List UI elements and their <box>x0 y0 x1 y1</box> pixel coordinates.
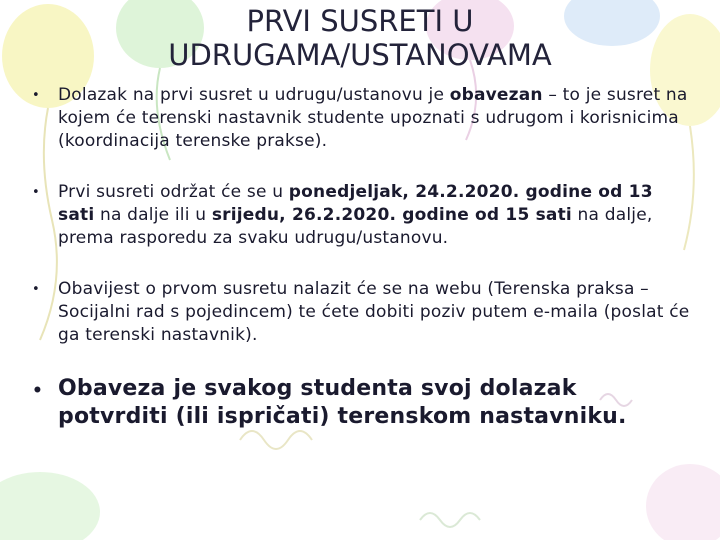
bullet1-text-2: – to je susret na kojem će terenski nastavnik studente upoznati s udrugom i korisnicima (koordinacija terenske prakse). <box>58 85 688 151</box>
bullet3-text: Obavijest o prvom susretu nalazit će se na webu (Terenska praksa – Socijalni rad s pojedincem) te ćete dobiti poziv putem e-maila (poslat će ga terenski nastavnik). <box>58 279 690 345</box>
bullet2-text-2: na dalje ili u <box>94 205 212 225</box>
bullet-dot: • <box>32 185 40 200</box>
bullet-item-obligation <box>30 375 690 431</box>
slide-title-line1: PRVI SUSRETI U <box>246 4 474 38</box>
bullet-dot: • <box>32 282 40 297</box>
bullet2-bold-monday: ponedjeljak, 24.2.2020. godine od 13 sati <box>58 182 653 225</box>
bullet1-bold-obavezan: obavezan <box>449 85 543 105</box>
balloon-bottom-right-pink <box>646 464 720 540</box>
slide-title <box>100 4 620 72</box>
bullet-dot: • <box>32 381 44 401</box>
bullet-item-first-meeting <box>30 84 690 153</box>
balloon-bottom-green <box>0 472 100 540</box>
bullet4-text: Obaveza je svakog studenta svoj dolazak potvrditi (ili ispričati) terenskom nastavniku. <box>58 376 627 429</box>
bullet-list <box>30 84 690 431</box>
bullet2-bold-wednesday: srijedu, 26.2.2020. godine od 15 sati <box>211 205 572 225</box>
bullet1-text-1: Dolazak na prvi susret u udrugu/ustanovu je <box>58 85 450 105</box>
bullet-item-notice <box>30 278 690 347</box>
bullet2-text-1: Prvi susreti održat će se u <box>58 182 289 202</box>
bullet2-text-3: na dalje, prema rasporedu za svaku udrugu/ustanovu. <box>58 205 653 248</box>
bullet-item-schedule <box>30 181 690 250</box>
bullet-dot: • <box>32 88 40 103</box>
slide-title-line2: UDRUGAMA/USTANOVAMA <box>168 38 552 72</box>
